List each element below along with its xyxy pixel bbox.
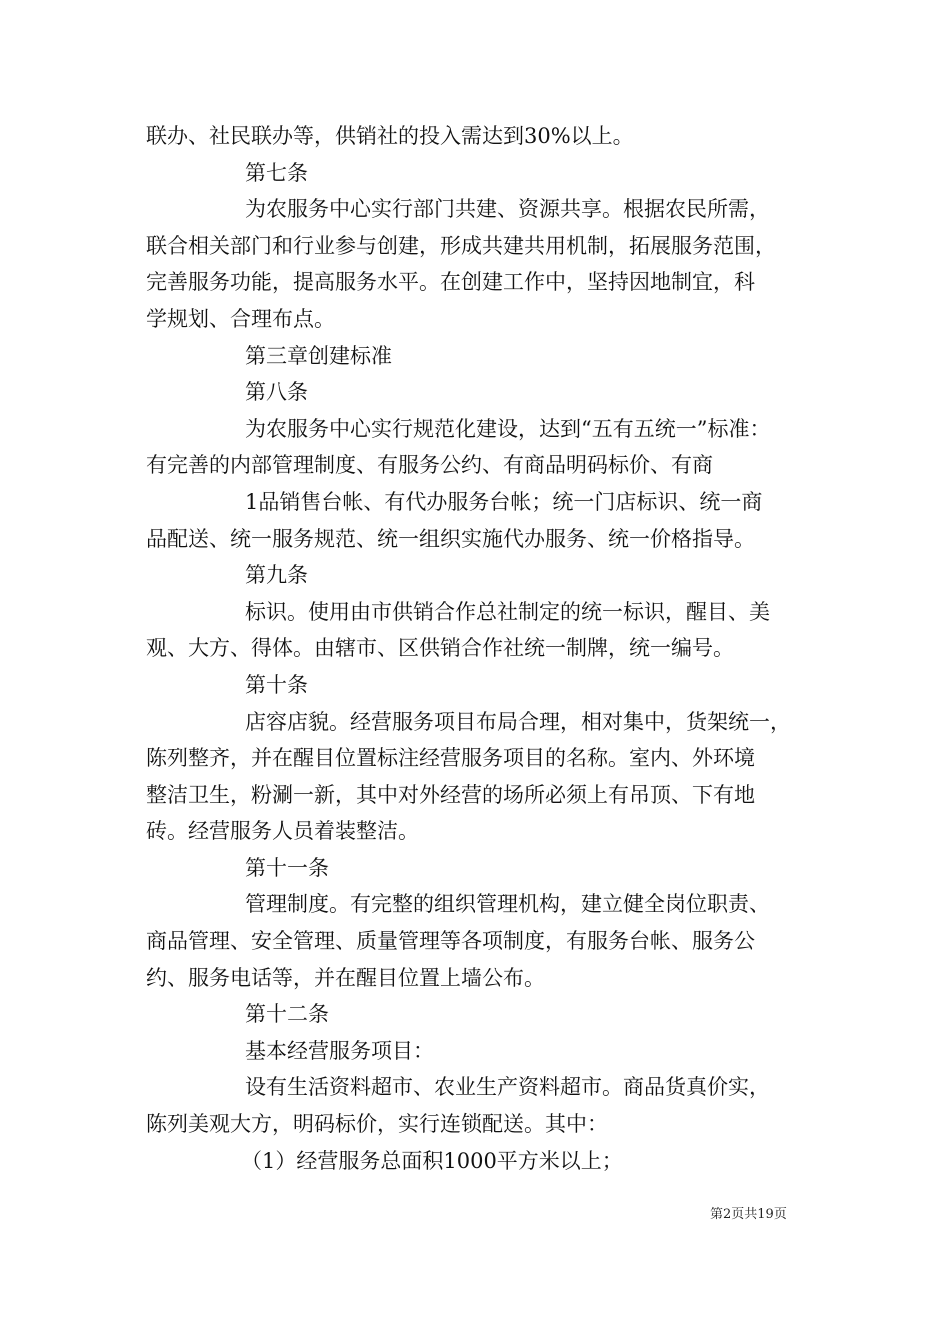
text-line: 店容店貌。经营服务项目布局合理，相对集中，货架统一， bbox=[245, 709, 791, 734]
text-line: 有完善的内部管理制度、有服务公约、有商品明码标价、有商 bbox=[146, 453, 713, 478]
text-line: 为农服务中心实行规范化建设，达到“五有五统一”标准： bbox=[245, 416, 771, 441]
article-heading: 第九条 bbox=[245, 563, 308, 588]
text-line: 学规划、合理布点。 bbox=[146, 306, 335, 331]
article-heading: 第七条 bbox=[245, 160, 308, 185]
text-line: 1品销售台帐、有代办服务台帐；统一门店标识、统一商 bbox=[245, 489, 763, 514]
text-line: 联合相关部门和行业参与创建，形成共建共用机制，拓展服务范围， bbox=[146, 233, 776, 258]
text-line: 陈列整齐，并在醒目位置标注经营服务项目的名称。室内、外环境 bbox=[146, 746, 755, 771]
text-line: 约、服务电话等，并在醒目位置上墙公布。 bbox=[146, 965, 545, 990]
text-line: 完善服务功能，提高服务水平。在创建工作中，坚持因地制宜，科 bbox=[146, 270, 755, 295]
text-line: 整洁卫生，粉涮一新，其中对外经营的场所必须上有吊顶、下有地 bbox=[146, 782, 755, 807]
text-line: 陈列美观大方，明码标价，实行连锁配送。其中： bbox=[146, 1112, 608, 1137]
text-line: 品配送、统一服务规范、统一组织实施代办服务、统一价格指导。 bbox=[146, 526, 755, 551]
page-number: 第2页共19页 bbox=[710, 1207, 787, 1222]
article-heading: 第十二条 bbox=[245, 1002, 329, 1027]
text-line: 为农服务中心实行部门共建、资源共享。根据农民所需， bbox=[245, 197, 770, 222]
text-line: 联办、社民联办等，供销社的投入需达到30%以上。 bbox=[146, 124, 634, 148]
text-line: 基本经营服务项目： bbox=[245, 1038, 434, 1063]
article-heading: 第十条 bbox=[245, 672, 308, 697]
text-line: 管理制度。有完整的组织管理机构，建立健全岗位职责、 bbox=[245, 892, 770, 917]
document-body bbox=[146, 118, 818, 1179]
text-line: 砖。经营服务人员着装整洁。 bbox=[146, 819, 419, 844]
chapter-heading: 第三章创建标准 bbox=[245, 343, 392, 368]
text-line: 观、大方、得体。由辖市、区供销合作社统一制牌，统一编号。 bbox=[146, 636, 734, 661]
text-line: 设有生活资料超市、农业生产资料超市。商品货真价实， bbox=[245, 1075, 770, 1100]
article-heading: 第八条 bbox=[245, 380, 308, 405]
article-heading: 第十一条 bbox=[245, 855, 329, 880]
text-line: 商品管理、安全管理、质量管理等各项制度，有服务台帐、服务公 bbox=[146, 929, 755, 954]
list-item: （1）经营服务总面积1000平方米以上； bbox=[241, 1148, 623, 1173]
text-line: 标识。使用由市供销合作总社制定的统一标识，醒目、美 bbox=[245, 599, 770, 624]
